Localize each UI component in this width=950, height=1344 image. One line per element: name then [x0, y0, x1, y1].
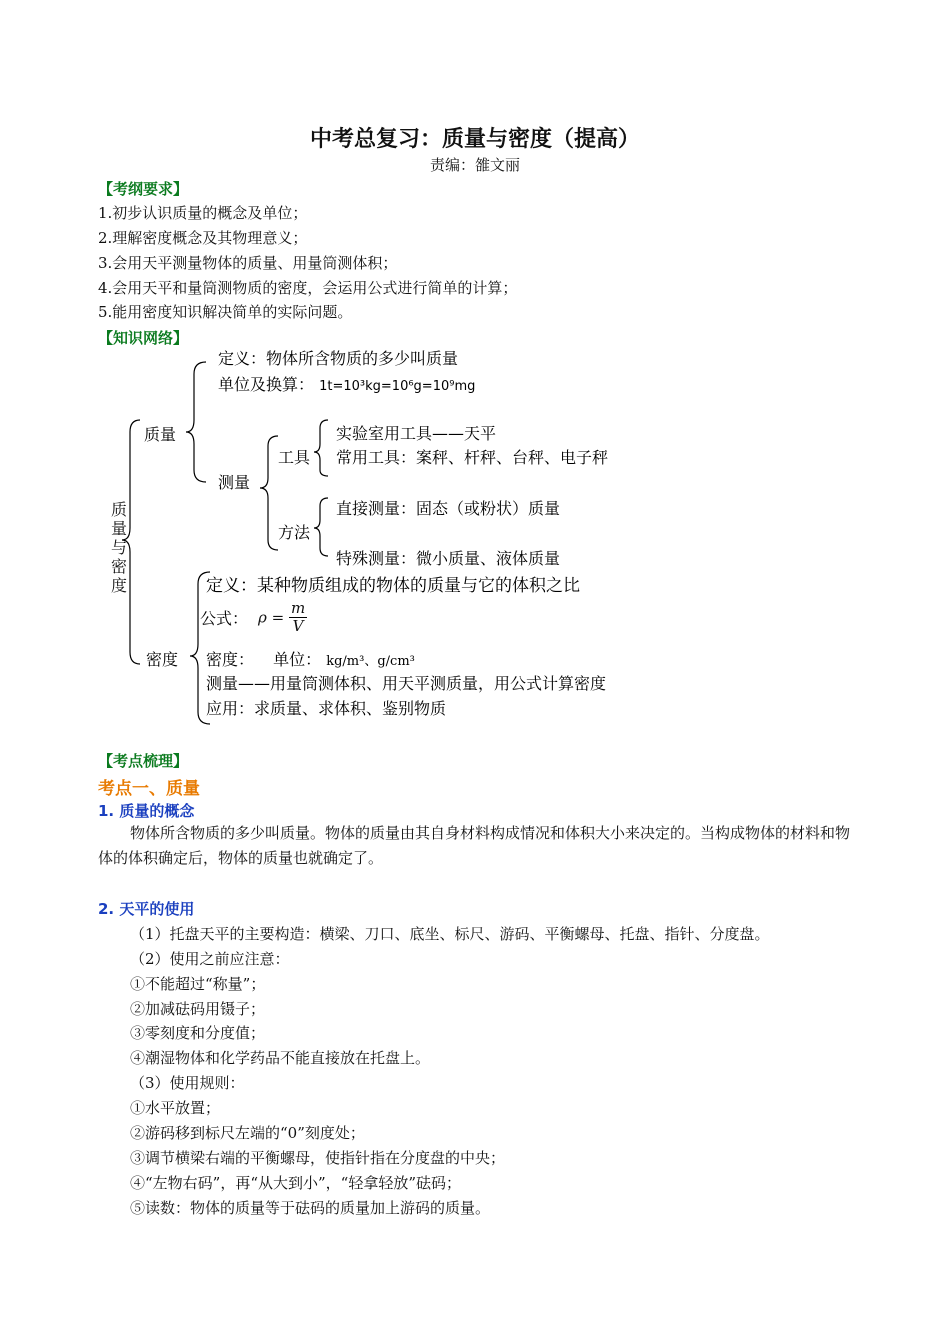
density-application: 应用：求质量、求体积、鉴别物质	[206, 699, 447, 718]
balance-line: ③零刻度和分度值；	[130, 1024, 266, 1042]
mass-node: 质量	[144, 425, 177, 444]
concept-paragraph: 物体所含物质的多少叫质量。物体的质量由其自身材料构成情况和体积大小来决定的。当构成物体的材料和物体的体积确定后，物体的质量也就确定了。	[98, 824, 851, 867]
lab-tool: 实验室用工具——天平	[336, 424, 497, 443]
requirement-item: 2.理解密度概念及其物理意义；	[98, 229, 308, 247]
formula-fraction	[289, 600, 307, 635]
balance-heading: 2. 天平的使用	[98, 900, 195, 918]
density-formula	[258, 600, 307, 635]
balance-line: ⑤读数：物体的质量等于砝码的质量加上游码的质量。	[130, 1199, 491, 1217]
mass-unit-formula: 1t=10³kg=10⁶g=10⁹mg	[319, 379, 476, 394]
balance-line: ③调节横梁右端的平衡螺母，使指针指在分度盘的中央；	[130, 1149, 506, 1167]
common-tools: 常用工具：案秤、杆秤、台秤、电子秤	[336, 448, 609, 467]
requirement-item: 4.会用天平和量筒测物质的密度，会运用公式进行简单的计算；	[98, 279, 518, 297]
tools-node: 工具	[278, 448, 311, 467]
measure-bracket	[260, 436, 278, 550]
review-heading: 【考点梳理】	[98, 752, 189, 770]
network-heading: 【知识网络】	[98, 329, 189, 347]
balance-line: ②游码移到标尺左端的“0”刻度处；	[130, 1124, 365, 1142]
density-unit-line	[206, 647, 415, 670]
direct-measurement: 直接测量：固态（或粉状）质量	[336, 499, 561, 518]
mass-unit-prefix: 单位及换算：	[218, 375, 315, 394]
special-measurement: 特殊测量：微小质量、液体质量	[336, 549, 561, 568]
balance-line: （2）使用之前应注意：	[130, 950, 290, 968]
density-measurement: 测量——用量筒测体积、用天平测质量，用公式计算密度	[206, 674, 607, 693]
density-unit-values: kg/m³、g/cm³	[326, 654, 415, 669]
mass-unit-line	[218, 372, 475, 395]
formula-numerator: m	[290, 599, 306, 617]
balance-line: ④潮湿物体和化学药品不能直接放在托盘上。	[130, 1049, 431, 1067]
requirement-item: 5.能用密度知识解决简单的实际问题。	[98, 303, 353, 321]
point1-heading: 考点一、质量	[98, 779, 200, 799]
balance-line: （3）使用规则：	[130, 1074, 245, 1092]
network-root-label: 质量与密度	[110, 500, 127, 595]
balance-line: ①水平放置；	[130, 1099, 221, 1117]
balance-line: ④“左物右码”，再“从大到小”，“轻拿轻放”砝码；	[130, 1174, 462, 1192]
requirement-item: 3.会用天平测量物体的质量、用量筒测体积；	[98, 254, 398, 272]
density-formula-label: 公式：	[200, 609, 249, 628]
editor-credit: 责编：雒文丽	[429, 156, 520, 174]
measure-node: 测量	[218, 473, 251, 492]
balance-line: ②加减砝码用镊子；	[130, 1000, 266, 1018]
requirement-item: 1.初步认识质量的概念及单位；	[98, 204, 308, 222]
concept-heading: 1. 质量的概念	[98, 802, 195, 820]
balance-line: ①不能超过“称量”；	[130, 975, 266, 993]
method-bracket	[314, 498, 328, 556]
mass-definition: 定义：物体所含物质的多少叫质量	[218, 349, 459, 368]
mass-bracket	[186, 362, 206, 482]
formula-denominator: V	[292, 617, 304, 635]
density-node: 密度	[146, 650, 179, 669]
requirements-heading: 【考纲要求】	[98, 180, 189, 198]
density-unit-label: 密度：	[206, 650, 255, 669]
balance-line: （1）托盘天平的主要构造：横梁、刀口、底坐、标尺、游码、平衡螺母、托盘、指针、分度盘。	[130, 925, 770, 943]
formula-lhs: ρ =	[258, 608, 285, 627]
method-node: 方法	[278, 523, 311, 542]
density-definition: 定义：某种物质组成的物体的质量与它的体积之比	[206, 576, 580, 596]
page-title: 中考总复习：质量与密度（提高）	[309, 127, 640, 152]
tools-bracket	[314, 420, 328, 476]
density-unit-word: 单位：	[273, 650, 322, 669]
